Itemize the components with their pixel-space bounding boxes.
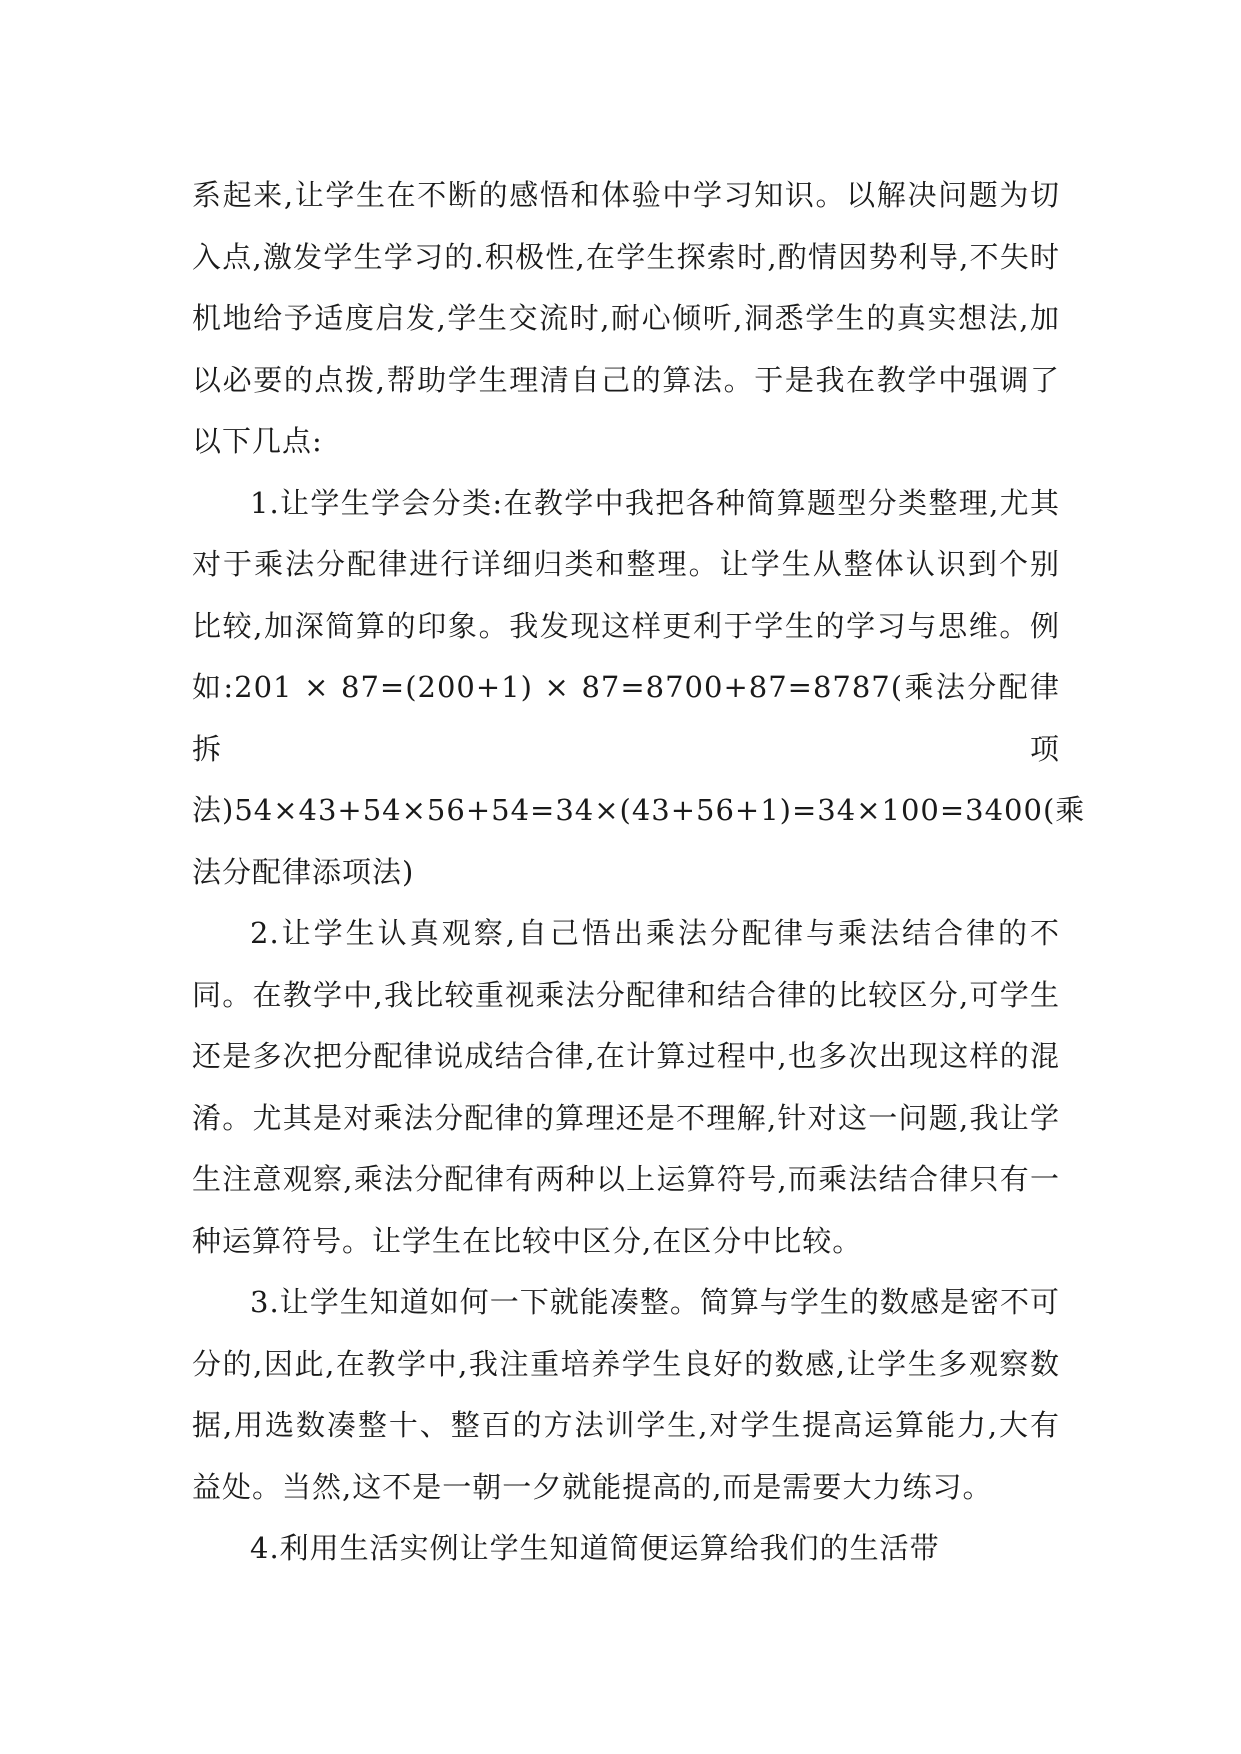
paragraph-point-3: 3.让学生知道如何一下就能凑整。简算与学生的数感是密不可分的,因此,在教学中,我注重培养学生良好的数感,让学生多观察数据,用选数凑整十、整百的方法训学生,对学生提高运算能力,大有益处。当然,这不是一朝一夕就能提高的,而是需要大力练习。 <box>192 1285 1060 1504</box>
document-page <box>192 165 1086 1580</box>
paragraph-point-1: 1.让学生学会分类:在教学中我把各种简算题型分类整理,尤其对于乘法分配律进行详细归类和整理。让学生从整体认识到个别比较,加深简算的印象。我发现这样更利于学生的学习与思维。例如:201 × 87=(200+1) × 87=8700+87=8787(乘法分配律拆项法)54×43+54×56+54=34×(43+56+1)=34×100=3400(乘法分配律添项法) <box>192 485 1086 889</box>
paragraph-point-4: 4.利用生活实例让学生知道简便运算给我们的生活带 <box>250 1531 940 1565</box>
paragraph-continuation: 系起来,让学生在不断的感悟和体验中学习知识。以解决问题为切入点,激发学生学习的.积极性,在学生探索时,酌情因势利导,不失时机地给予适度启发,学生交流时,耐心倾听,洞悉学生的真实想法,加以必要的点拨,帮助学生理清自己的算法。于是我在教学中强调了以下几点: <box>192 178 1060 458</box>
paragraph-point-2: 2.让学生认真观察,自己悟出乘法分配律与乘法结合律的不同。在教学中,我比较重视乘法分配律和结合律的比较区分,可学生还是多次把分配律说成结合律,在计算过程中,也多次出现这样的混淆。尤其是对乘法分配律的算理还是不理解,针对这一问题,我让学生注意观察,乘法分配律有两种以上运算符号,而乘法结合律只有一种运算符号。让学生在比较中区分,在区分中比较。 <box>192 916 1060 1258</box>
